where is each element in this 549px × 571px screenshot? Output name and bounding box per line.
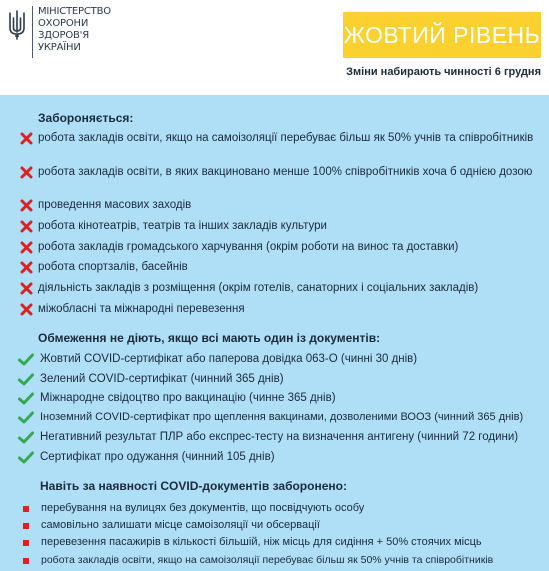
always-forbidden-item bbox=[20, 535, 546, 550]
document-item-text: Зелений COVID-сертифікат (чинний 365 днів) bbox=[40, 373, 284, 385]
red-cross-icon bbox=[20, 241, 33, 254]
document-item bbox=[18, 352, 546, 367]
document-item-text: Жовтий COVID-сертифікат або паперова довідка 063-О (чинні 30 днів) bbox=[40, 353, 418, 365]
red-cross-icon bbox=[20, 303, 33, 316]
always-forbidden-item bbox=[20, 553, 546, 568]
forbidden-item-text: робота закладів освіти, якщо на самоізоляції перебуває більш як 50% учнів та співробітників bbox=[38, 132, 534, 144]
forbidden-item-text: робота закладів громадського харчування (окрім роботи на винос та доставки) bbox=[38, 241, 459, 253]
effective-date: Зміни набирають чинності 6 грудня bbox=[346, 66, 541, 78]
trident-icon bbox=[7, 10, 27, 40]
red-cross-icon bbox=[20, 132, 33, 145]
always-forbidden-item bbox=[20, 501, 546, 516]
document-item bbox=[18, 391, 546, 406]
ministry-line: ЗДОРОВ'Я bbox=[38, 30, 89, 41]
ministry-logo bbox=[7, 6, 111, 58]
always-forbidden-item-text: робота закладів освіти, якщо на самоізоляції перебуває більш як 50% учнів та співробітників bbox=[41, 554, 494, 566]
always-forbidden-item-text: самовільно залишати місце самоізоляції чи обсервації bbox=[41, 519, 320, 531]
forbidden-item bbox=[20, 198, 540, 213]
red-cross-icon bbox=[20, 282, 33, 295]
forbidden-item-text: робота кінотеатрів, театрів та інших закладів культури bbox=[38, 220, 327, 232]
always-forbidden-title: Навіть за наявності COVID-документів заборонено: bbox=[40, 479, 347, 493]
forbidden-item bbox=[20, 281, 540, 296]
logo-divider bbox=[32, 6, 33, 58]
forbidden-item bbox=[20, 131, 540, 146]
level-badge bbox=[343, 12, 541, 58]
level-label: ЖОВТИЙ РІВЕНЬ bbox=[343, 21, 541, 48]
green-check-icon bbox=[18, 392, 34, 405]
document-item-text: Негативний результат ПЛР або експрес-тесту на визначення антигену (чинний 72 години) bbox=[40, 431, 519, 443]
forbidden-item bbox=[20, 240, 540, 255]
red-square-bullet-icon bbox=[23, 558, 29, 564]
green-check-icon bbox=[18, 411, 34, 424]
forbidden-item-text: міжобласні та міжнародні перевезення bbox=[38, 303, 245, 315]
document-item bbox=[18, 430, 546, 445]
forbidden-item bbox=[20, 219, 540, 234]
forbidden-item bbox=[20, 165, 540, 180]
red-cross-icon bbox=[20, 199, 33, 212]
green-check-icon bbox=[18, 353, 34, 366]
red-cross-icon bbox=[20, 261, 33, 274]
ministry-line: МІНІСТЕРСТВО bbox=[38, 6, 111, 17]
always-forbidden-item-text: перевезення пасажирів в кількості більшій, ніж місць для сидіння + 50% стоячих місць bbox=[41, 536, 482, 548]
red-square-bullet-icon bbox=[23, 506, 29, 512]
forbidden-item bbox=[20, 302, 540, 317]
forbidden-title: Забороняється: bbox=[38, 111, 134, 125]
header bbox=[0, 0, 549, 95]
document-item-text: Міжнародне свідоцтво про вакцинацію (чинне 365 днів) bbox=[40, 392, 336, 404]
document-item bbox=[18, 410, 546, 425]
ministry-line: УКРАЇНИ bbox=[38, 42, 81, 53]
document-item bbox=[18, 450, 546, 465]
forbidden-item-text: робота закладів освіти, в яких вакциновано менше 100% співробітників хоча б однією дозою bbox=[38, 166, 533, 178]
red-cross-icon bbox=[20, 220, 33, 233]
red-cross-icon bbox=[20, 166, 33, 179]
document-item bbox=[18, 372, 546, 387]
content-panel bbox=[0, 95, 549, 571]
document-item-text: Іноземний COVID-сертифікат про щеплення вакцинами, дозволеними ВООЗ (чинний 365 днів) bbox=[40, 411, 524, 423]
ministry-line: ОХОРОНИ bbox=[38, 18, 89, 29]
green-check-icon bbox=[18, 451, 34, 464]
forbidden-item-text: робота спортзалів, басейнів bbox=[38, 261, 188, 273]
always-forbidden-item-text: перебування на вулицях без документів, що посвідчують особу bbox=[41, 502, 365, 514]
red-square-bullet-icon bbox=[23, 523, 29, 529]
forbidden-item-text: проведення масових заходів bbox=[38, 199, 192, 211]
document-item-text: Сертифікат про одужання (чинний 105 днів) bbox=[40, 451, 275, 463]
green-check-icon bbox=[18, 431, 34, 444]
red-square-bullet-icon bbox=[23, 540, 29, 546]
ministry-name bbox=[38, 6, 111, 54]
green-check-icon bbox=[18, 373, 34, 386]
documents-title: Обмеження не діють, якщо всі мають один із документів: bbox=[38, 331, 381, 345]
always-forbidden-item bbox=[20, 518, 546, 533]
forbidden-item bbox=[20, 260, 540, 275]
forbidden-item-text: діяльність закладів з розміщення (окрім готелів, санаторних і соціальних закладів) bbox=[38, 282, 479, 294]
